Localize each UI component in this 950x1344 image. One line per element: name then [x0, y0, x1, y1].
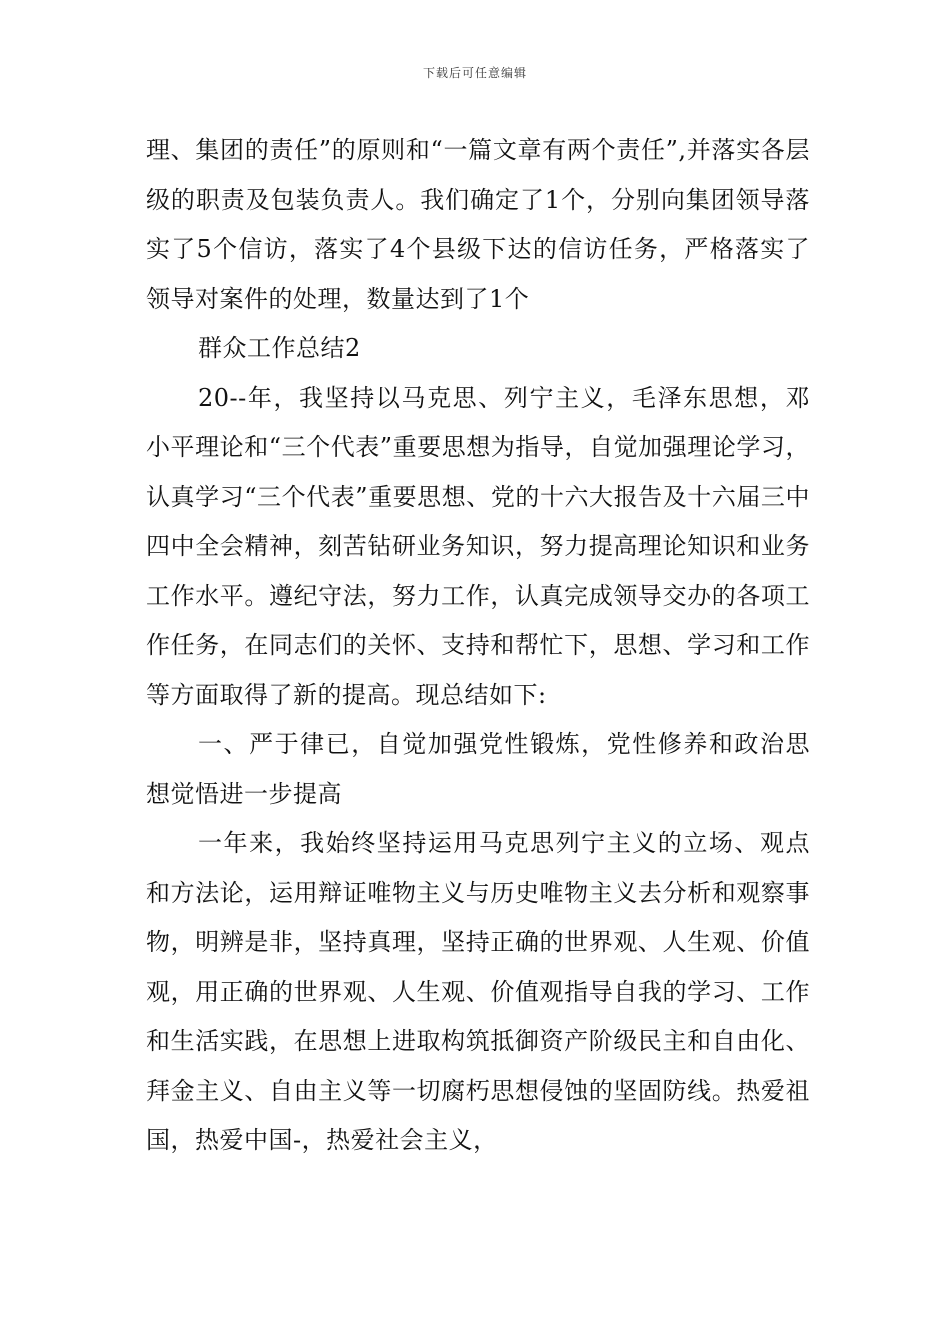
- page-header: 下载后可任意编辑: [422, 66, 527, 80]
- paragraph-3: 一年来，我始终坚持运用马克思列宁主义的立场、观点和方法论，运用辩证唯物主义与历史唯物主义去分析和观察事物，明辨是非，坚持真理，坚持正确的世界观、人生观、价值观，用正确的世界观、人生观、价值观指导自我的学习、工作和生活实践，在思想上进取构筑抵御资产阶级民主和自由化、拜金主义、自由主义等一切腐朽思想侵蚀的坚固防线。热爱祖国，热爱中国-，热爱社会主义，: [146, 829, 810, 1154]
- paragraph-1: 理、集团的责任”的原则和“一篇文章有两个责任”,并落实各层级的职责及包装负责人。我们确定了1个，分别向集团领导落实了5个信访，落实了4个县级下达的信访任务，严格落实了领导对案件的处理，数量达到了1个: [146, 136, 810, 313]
- section-heading-1: 一、严于律已，自觉加强党性锻炼，党性修养和政治思想觉悟进一步提高: [146, 730, 810, 808]
- document-body: [146, 126, 810, 1166]
- section-title: 群众工作总结2: [198, 334, 361, 362]
- paragraph-2: 20--年，我坚持以马克思、列宁主义，毛泽东思想，邓小平理论和“三个代表”重要思想为指导，自觉加强理论学习，认真学习“三个代表”重要思想、党的十六大报告及十六届三中四中全会精神，刻苦钻研业务知识，努力提高理论知识和业务工作水平。遵纪守法，努力工作，认真完成领导交办的各项工作任务，在同志们的关怀、支持和帮忙下，思想、学习和工作等方面取得了新的提高。现总结如下:: [146, 383, 810, 709]
